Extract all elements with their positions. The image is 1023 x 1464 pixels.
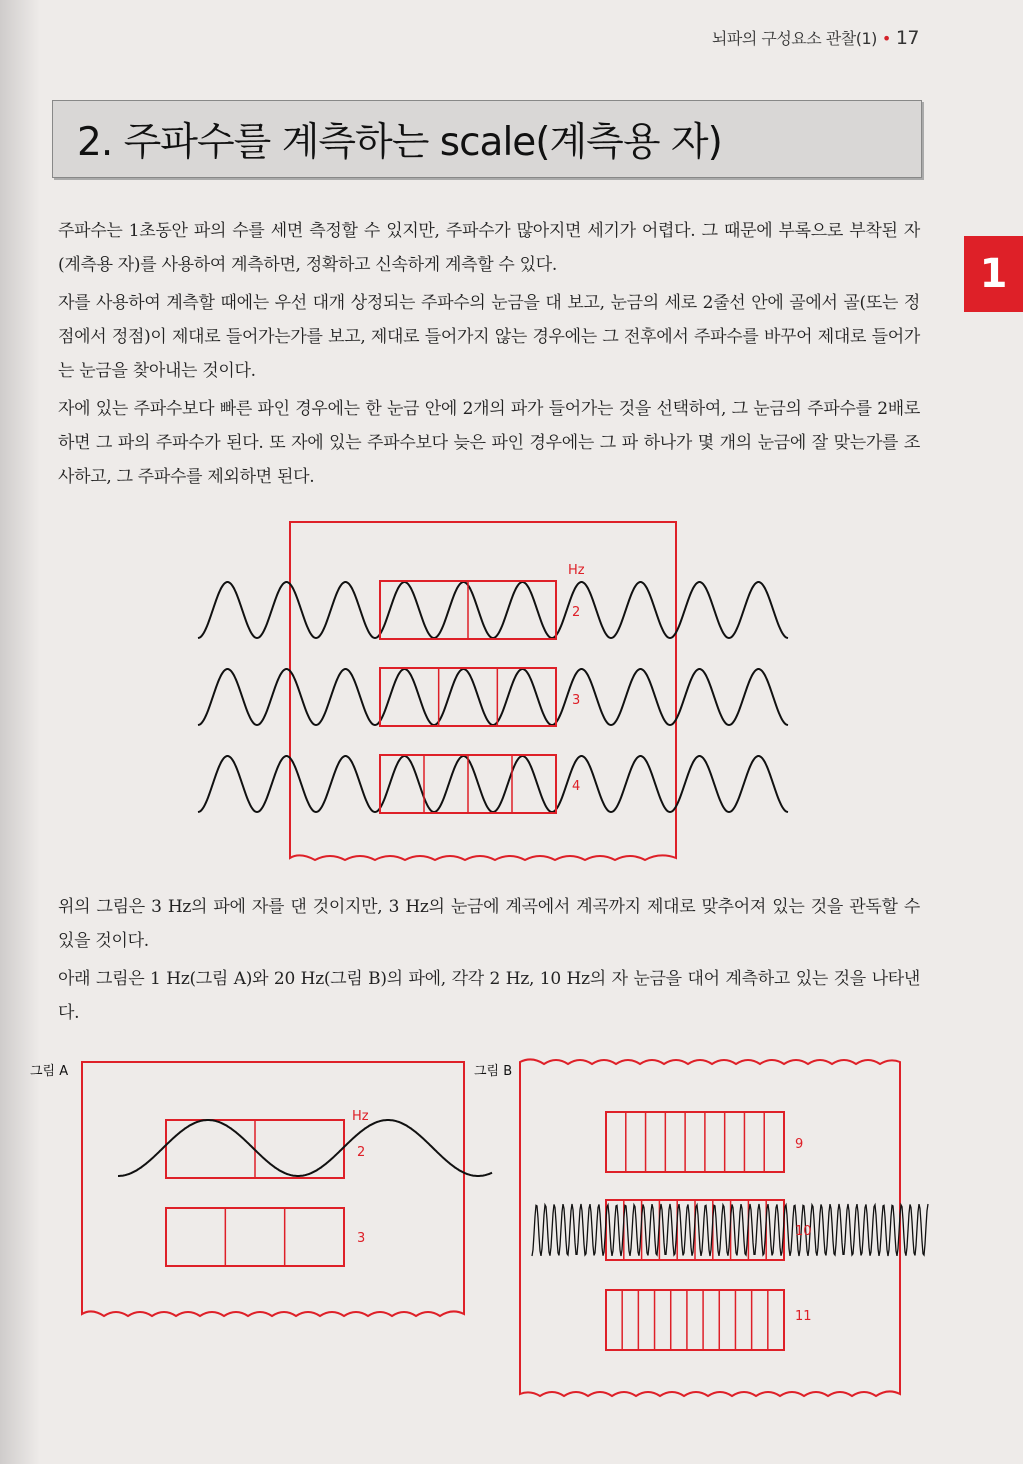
- main-scale-label-4: 4: [572, 779, 581, 794]
- scale-frame: [606, 1290, 784, 1350]
- figure-a-scale-2hz: [166, 1120, 344, 1178]
- scale-frame: [380, 755, 556, 813]
- figure-a-scale-label-3: 3: [357, 1231, 366, 1246]
- bullet-dot: •: [881, 29, 891, 48]
- chapter-tab[interactable]: [964, 236, 1023, 312]
- wave-3hz-row3: [198, 756, 788, 812]
- figure-a-wave-1hz: [118, 1120, 492, 1176]
- figure-b-scale-label-11: 11: [795, 1309, 812, 1324]
- figure-b-scale-label-10: 10: [795, 1224, 812, 1239]
- figure-b-scale-label-9: 9: [795, 1137, 804, 1152]
- scale-frame: [166, 1208, 344, 1266]
- paragraph-4: 위의 그림은 3 Hz의 파에 자를 댄 것이지만, 3 Hz의 눈금에 계곡에서 계곡까지 제대로 맞추어져 있는 것을 관독할 수 있을 것이다.: [58, 897, 920, 951]
- scale-3hz: [380, 668, 556, 726]
- figure-b-frame: [520, 1059, 900, 1396]
- paragraph-3: 자에 있는 주파수보다 빠른 파인 경우에는 한 눈금 안에 2개의 파가 들어가는 것을 선택하여, 그 눈금의 주파수를 2배로 하면 그 파의 주파수가 된다. 또 자에 있는 주파수보다 늦은 파인 경우에는 그 파 하나가 몇 개의 눈금에 잘 맞는가를 조사하고, 그 주파수를 제외하면 된다.: [58, 399, 920, 487]
- paragraph-5: 아래 그림은 1 Hz(그림 A)와 20 Hz(그림 B)의 파에, 각각 2 Hz, 10 Hz의 자 눈금을 대어 계측하고 있는 것을 나타낸다.: [58, 969, 920, 1023]
- section-title-box: [52, 100, 922, 178]
- figure-b-wave-20hz: [532, 1204, 928, 1256]
- figure-a-caption: 그림 A: [30, 1064, 69, 1079]
- paragraph-1: 주파수는 1초동안 파의 수를 세면 측정할 수 있지만, 주파수가 많아지면 세기가 어렵다. 그 때문에 부록으로 부착된 자(계측용 자)를 사용하여 계측하면, 정확하고 신속하게 계측할 수 있다.: [58, 221, 920, 275]
- main-unit-label: Hz: [568, 563, 585, 578]
- figure-b-scale-11hz: [606, 1290, 784, 1350]
- figure-b-scale-9hz: [606, 1112, 784, 1172]
- section-title: 2. 주파수를 계측하는 scale(계측용 자): [77, 120, 722, 165]
- figure-a-unit-label: Hz: [352, 1109, 369, 1124]
- page-gutter-shadow: [0, 0, 40, 1464]
- running-header: [712, 26, 919, 49]
- scale-2hz: [380, 581, 556, 639]
- figure-a-scale-label-2: 2: [357, 1145, 366, 1160]
- main-frame: [290, 522, 676, 860]
- running-title: 뇌파의 구성요소 관찰(1): [711, 29, 877, 48]
- scale-4hz: [380, 755, 556, 813]
- figure-a-frame: [82, 1062, 464, 1316]
- main-scale-label-3: 3: [572, 693, 581, 708]
- scale-frame: [380, 668, 556, 726]
- scale-frame: [380, 581, 556, 639]
- main-scale-label-2: 2: [572, 605, 581, 620]
- scale-frame: [606, 1112, 784, 1172]
- figure-b-caption: 그림 B: [474, 1064, 513, 1079]
- paragraph-2: 자를 사용하여 계측할 때에는 우선 대개 상정되는 주파수의 눈금을 대 보고, 눈금의 세로 2줄선 안에 골에서 골(또는 정점에서 정점)이 제대로 들어가는가를 보고, 제대로 들어가지 않는 경우에는 그 전후에서 주파수를 바꾸어 제대로 들어가는 눈금을 찾아내는 것이다.: [58, 293, 921, 381]
- scale-frame: [166, 1120, 344, 1178]
- page-number: 17: [895, 27, 919, 49]
- figure-a-scale-3hz: [166, 1208, 344, 1266]
- wave-3hz-row2: [198, 669, 788, 725]
- figure-b-scale-10hz: [606, 1200, 784, 1260]
- chapter-number: 1: [979, 251, 1008, 297]
- scale-frame: [606, 1200, 784, 1260]
- wave-3hz-row1: [198, 582, 788, 638]
